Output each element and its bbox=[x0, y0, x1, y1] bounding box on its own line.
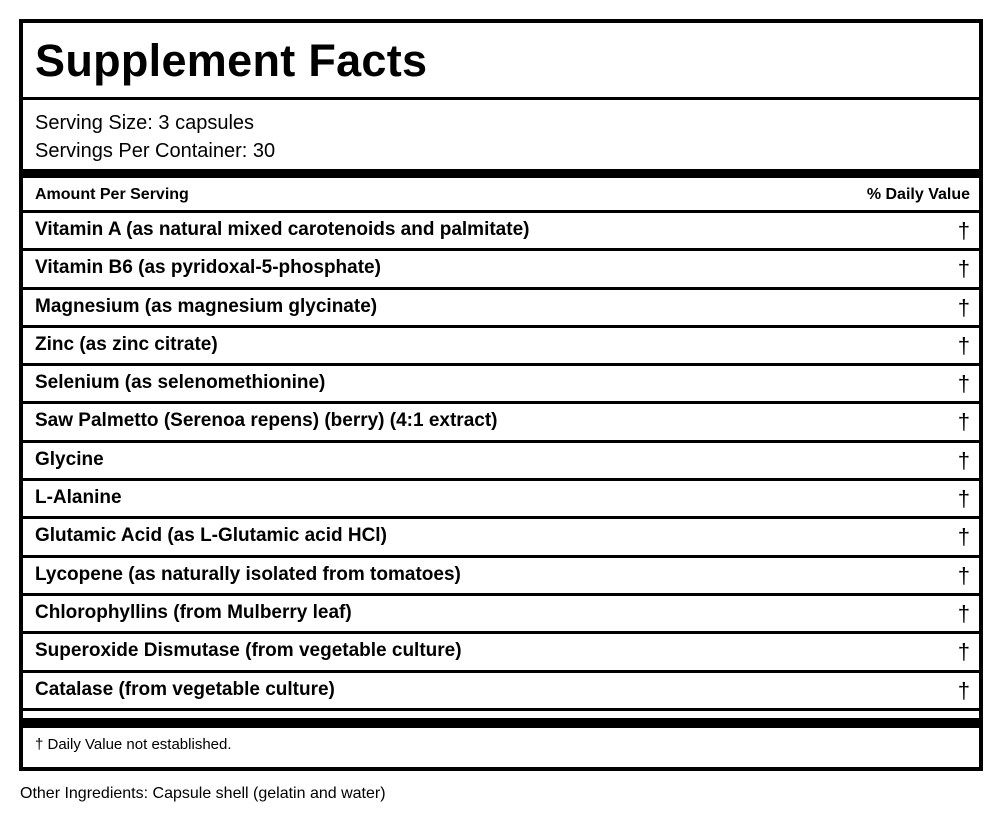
supplement-facts-label bbox=[19, 19, 983, 771]
title-section bbox=[23, 23, 979, 100]
servings-per-container: Servings Per Container: 30 bbox=[35, 140, 276, 162]
daily-value-mark: † bbox=[957, 447, 970, 473]
ingredient-row bbox=[23, 401, 979, 439]
ingredient-name: Vitamin A (as natural mixed carotenoids and palmitate) bbox=[35, 219, 530, 240]
daily-value-mark: † bbox=[957, 486, 970, 512]
daily-value-mark: † bbox=[957, 524, 970, 550]
daily-value-mark: † bbox=[957, 294, 970, 320]
serving-info bbox=[23, 100, 979, 169]
ingredient-rows bbox=[23, 210, 979, 708]
other-ingredients: Other Ingredients: Capsule shell (gelatin and water) bbox=[20, 785, 386, 802]
daily-value-mark: † bbox=[957, 600, 970, 626]
ingredient-row bbox=[23, 325, 979, 363]
ingredient-name: Superoxide Dismutase (from vegetable culture) bbox=[35, 640, 462, 662]
daily-value-mark: † bbox=[957, 409, 970, 435]
daily-value-mark: † bbox=[957, 639, 970, 665]
ingredient-name: Chlorophyllins (from Mulberry leaf) bbox=[35, 601, 352, 623]
ingredient-row bbox=[23, 440, 979, 478]
ingredient-row bbox=[23, 670, 979, 708]
daily-value-mark: † bbox=[957, 256, 970, 282]
ingredient-name: Glycine bbox=[35, 448, 104, 470]
ingredient-name: Catalase (from vegetable culture) bbox=[35, 678, 335, 700]
ingredient-row bbox=[23, 363, 979, 401]
ingredient-row bbox=[23, 631, 979, 669]
ingredient-name: Zinc (as zinc citrate) bbox=[35, 333, 218, 355]
label-title: Supplement Facts bbox=[35, 35, 428, 86]
ingredient-name: Lycopene (as naturally isolated from tomatoes) bbox=[35, 563, 461, 585]
ingredient-row bbox=[23, 555, 979, 593]
ingredient-row bbox=[23, 478, 979, 516]
row-divider-last bbox=[23, 708, 979, 711]
ingredient-row bbox=[23, 516, 979, 554]
ingredient-name: Saw Palmetto (Serenoa repens) (berry) (4:1 extract) bbox=[35, 410, 498, 432]
ingredient-row bbox=[23, 287, 979, 325]
ingredient-name: L-Alanine bbox=[35, 487, 122, 509]
ingredient-row bbox=[23, 210, 979, 248]
daily-value-mark: † bbox=[957, 332, 970, 358]
ingredient-row bbox=[23, 248, 979, 286]
ingredient-name: Magnesium (as magnesium glycinate) bbox=[35, 295, 378, 317]
ingredient-row bbox=[23, 593, 979, 631]
daily-value-mark: † bbox=[957, 218, 970, 243]
ingredient-name: Selenium (as selenomethionine) bbox=[35, 372, 326, 394]
serving-size: Serving Size: 3 capsules bbox=[35, 112, 255, 134]
daily-value-mark: † bbox=[957, 562, 970, 588]
daily-value-header: % Daily Value bbox=[866, 186, 970, 203]
thick-divider-bottom bbox=[23, 718, 979, 728]
thick-divider-top bbox=[23, 169, 979, 178]
column-header-row bbox=[23, 178, 979, 210]
ingredient-name: Vitamin B6 (as pyridoxal-5-phosphate) bbox=[35, 257, 381, 279]
footnote: † Daily Value not established. bbox=[35, 736, 232, 753]
daily-value-mark: † bbox=[957, 677, 970, 703]
daily-value-mark: † bbox=[957, 371, 970, 397]
ingredient-name: Glutamic Acid (as L-Glutamic acid HCl) bbox=[35, 525, 387, 547]
amount-per-serving-header: Amount Per Serving bbox=[35, 186, 189, 203]
